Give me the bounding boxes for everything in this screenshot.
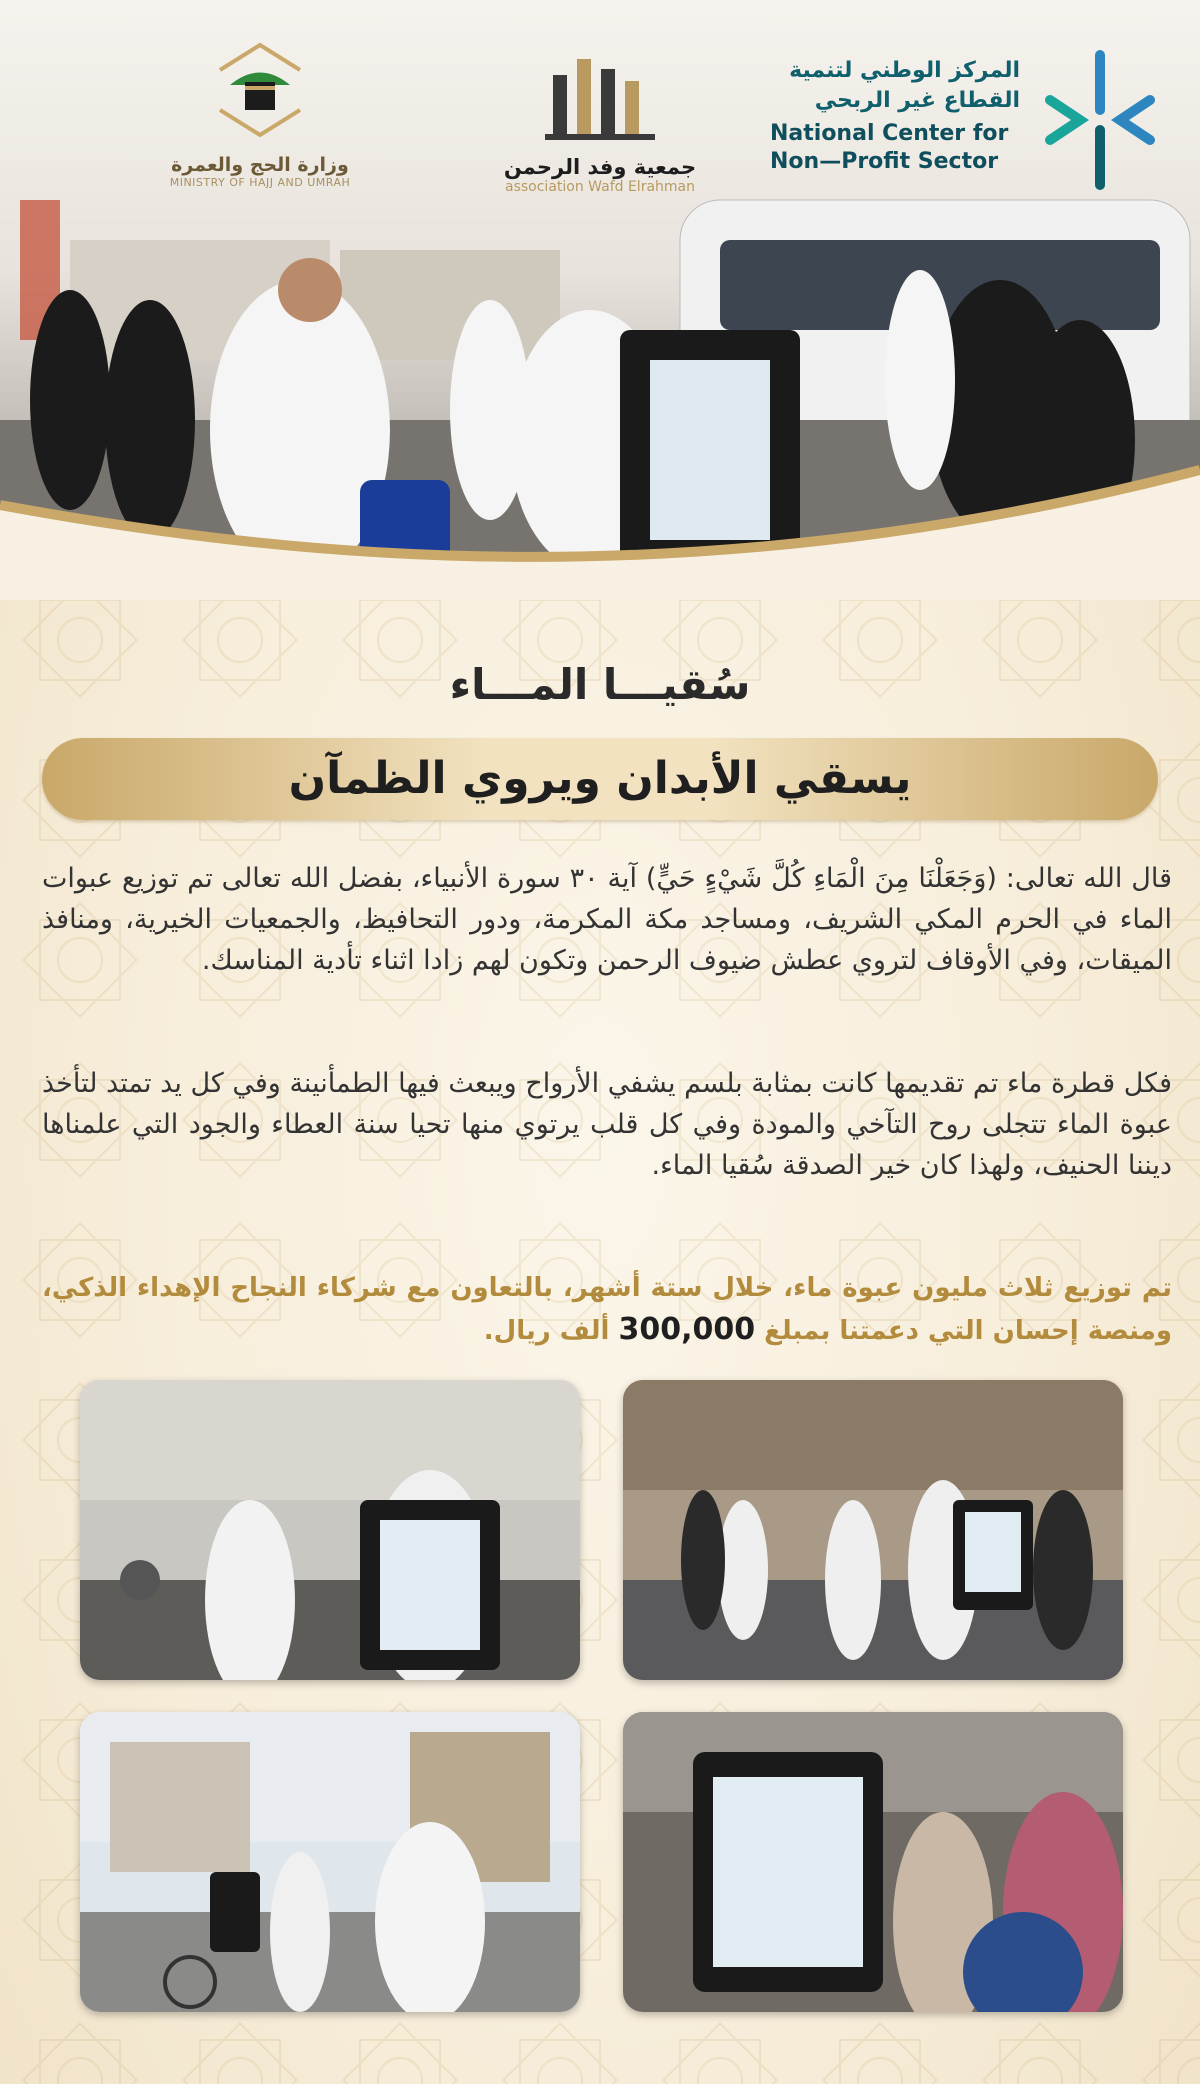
photo-wheelchair-pilgrims (80, 1712, 580, 2012)
wafd-name-en: association Wafd Elrahman (505, 179, 695, 195)
hajj-ministry-name-en: MINISTRY OF HAJJ AND UMRAH (169, 176, 351, 189)
ncnp-line1-ar: المركز الوطني لتنمية (789, 58, 1020, 83)
ncnp-line1-en: National Center for (770, 121, 1009, 146)
photo-volunteer-handing-water (80, 1380, 580, 1680)
photo-women-receiving-water (623, 1712, 1123, 2012)
distribution-currency: ألف ريال. (483, 1316, 610, 1346)
distribution-text: تم توزيع ثلاث مليون عبوة ماء، خلال ستة أشهر، بالتعاون مع شركاء النجاح الإهداء الذكي، ومنصة إحسان التي دعمتنا بمبلغ (42, 1273, 1172, 1346)
ncnp-line2-ar: القطاع غير الربحي (814, 88, 1020, 113)
banner-slogan: يسقي الأبدان ويروي الظمآن (288, 753, 912, 804)
partner-logos (0, 30, 1200, 230)
wafd-emblem-icon (535, 45, 665, 145)
donation-amount: 300,000 (618, 1312, 756, 1347)
photo-pilgrims-street (623, 1380, 1123, 1680)
ncnp-arrows-icon (1040, 50, 1160, 190)
paragraph-distribution (42, 1268, 1172, 1352)
paragraph-virtue: فكل قطرة ماء تم تقديمها كانت بمثابة بلسم يشفي الأرواح ويبعث فيها الطمأنينة وفي كل يد تمتد لتأخذ عبوة الماء تتجلى روح التآخي والمودة وفي كل قلب يرتوي منها تحيا سنة العطاء والجود التي علمناها ديننا الحنيف، ولهذا كان خير الصدقة سُقيا الماء. (42, 1068, 1172, 1181)
ncnp-name-en (770, 120, 1020, 176)
title-water-giving: سُقيـــا المـــاء (449, 660, 751, 709)
hajj-ministry-name-ar: وزارة الحج والعمرة (171, 154, 349, 176)
title-banner (42, 738, 1158, 820)
wafd-elrahman-logo (480, 45, 720, 195)
wafd-name-ar: جمعية وفد الرحمن (503, 155, 697, 179)
hajj-ministry-logo (160, 30, 360, 189)
kaaba-icon (200, 30, 320, 150)
ncnp-name-ar (770, 56, 1020, 116)
ncnp-line2-en: Non—Profit Sector (770, 149, 999, 174)
paragraph-verse: قال الله تعالى: (وَجَعَلْنَا مِنَ الْمَاءِ كُلَّ شَيْءٍ حَيٍّ) آية ٣٠ سورة الأنبياء، بفضل الله تعالى تم توزيع عبوات الماء في الحرم المكي الشريف، ومساجد مكة المكرمة، ودور التحافيظ، والجمعيات الخيرية، ومنافذ الميقات، وفي الأوقاف لتروي عطش ضيوف الرحمن وتكون لهم زادا اثناء تأدية المناسك. (42, 863, 1172, 976)
national-center-logo (770, 50, 1170, 220)
title-block (0, 660, 1200, 709)
